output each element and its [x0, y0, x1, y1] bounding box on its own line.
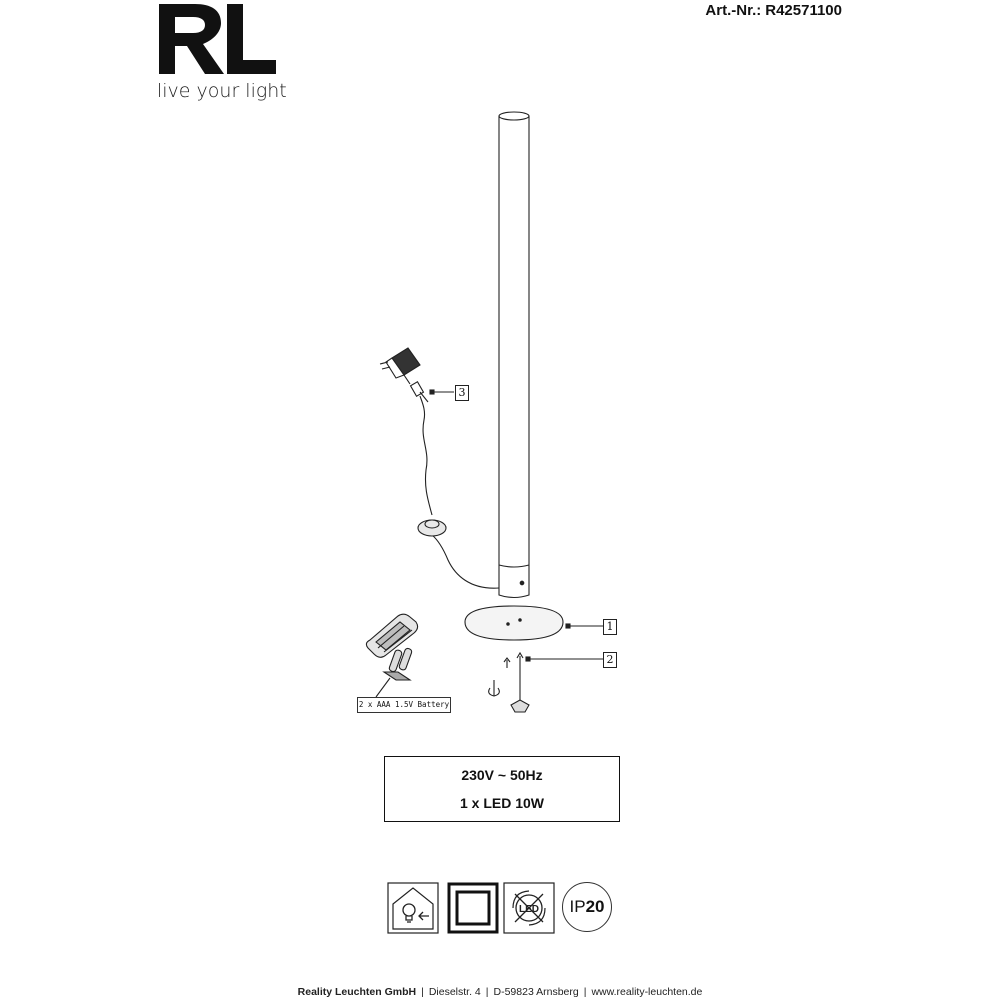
callout-1: 1: [603, 619, 617, 635]
spec-box: [384, 756, 620, 822]
cable-connector: [411, 382, 428, 402]
spec-voltage: 230V ~ 50Hz: [461, 767, 543, 783]
indoor-use-only-icon: [387, 882, 439, 934]
ip-rating-value: 20: [585, 897, 605, 916]
lamp-tube: [499, 112, 529, 567]
ip-rating-prefix: IP: [569, 897, 586, 916]
article-number-label: Art.-Nr.:: [705, 2, 762, 19]
spec-lamp: 1 x LED 10W: [459, 795, 545, 811]
power-adapter: [380, 348, 420, 384]
base-plate: [465, 606, 563, 640]
callout-2: 2: [603, 652, 617, 668]
footer-company: Reality Leuchten GmbH: [297, 986, 417, 998]
footer-website[interactable]: www.reality-leuchten.de: [591, 986, 703, 998]
lamp-base-collar: [499, 565, 529, 598]
battery-note: 2 x AAA 1.5V Battery: [357, 697, 451, 713]
footer-separator: |: [583, 986, 587, 998]
footer-city: D-59823 Arnsberg: [493, 986, 579, 998]
footer-separator: |: [485, 986, 489, 998]
foot-switch: [418, 520, 446, 536]
certification-symbols: [387, 882, 612, 934]
protection-class-ii-icon: [447, 882, 499, 934]
power-cable: [420, 396, 499, 588]
brand-tagline: live your light: [157, 80, 287, 102]
led-not-replaceable-icon: [503, 882, 555, 934]
footer-separator: |: [421, 986, 424, 998]
callout-3: 3: [455, 385, 469, 401]
svg-text:LED: LED: [519, 904, 539, 915]
ip-rating-badge: [562, 882, 612, 932]
footer-street: Dieselstr. 4: [428, 986, 481, 998]
footer: [0, 986, 1000, 998]
article-number-value: R42571100: [765, 2, 842, 19]
screw-assembly: [489, 653, 529, 712]
